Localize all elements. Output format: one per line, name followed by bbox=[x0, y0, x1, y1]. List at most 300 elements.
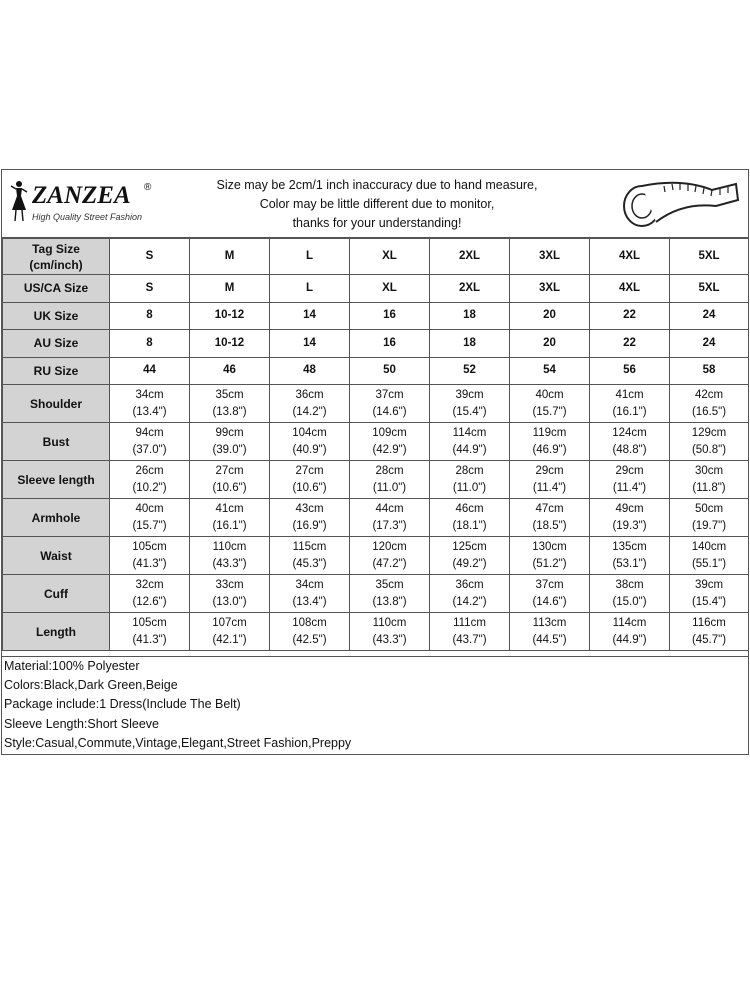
table-cell bbox=[110, 575, 190, 613]
table-cell-text: S bbox=[145, 281, 154, 294]
table-cell-text: (10.6") bbox=[292, 481, 327, 494]
table-cell-text: 43cm bbox=[295, 502, 324, 515]
row-label bbox=[3, 575, 110, 613]
brand-logo bbox=[6, 176, 156, 234]
table-cell-text: 16 bbox=[383, 309, 396, 322]
table-cell bbox=[510, 330, 590, 358]
row-label-text: Length bbox=[36, 624, 76, 639]
table-cell-text: 24 bbox=[702, 309, 716, 322]
table-cell bbox=[670, 275, 749, 303]
table-cell bbox=[110, 357, 190, 385]
detail-package: Package include:1 Dress(Include The Belt) bbox=[4, 697, 241, 712]
table-cell-text: 33cm bbox=[215, 578, 244, 591]
table-cell-text: 129cm bbox=[691, 426, 727, 439]
table-cell bbox=[270, 537, 350, 575]
table-cell bbox=[590, 275, 670, 303]
table-cell-text: (14.6") bbox=[372, 405, 407, 418]
table-cell-text: 49cm bbox=[615, 502, 644, 515]
table-cell bbox=[590, 537, 670, 575]
table-cell-text: (14.6") bbox=[532, 595, 567, 608]
table-cell-text: 2XL bbox=[458, 281, 481, 294]
table-cell bbox=[270, 575, 350, 613]
table-cell bbox=[350, 239, 430, 275]
table-cell-text: 38cm bbox=[615, 578, 644, 591]
row-label bbox=[3, 385, 110, 423]
table-cell bbox=[270, 423, 350, 461]
table-cell-text: (51.2") bbox=[532, 557, 567, 570]
table-cell bbox=[190, 275, 270, 303]
table-cell bbox=[510, 613, 590, 651]
table-cell bbox=[270, 385, 350, 423]
table-cell bbox=[430, 330, 510, 358]
table-cell-text: 4XL bbox=[618, 250, 641, 262]
table-cell-text: 30cm bbox=[694, 464, 724, 477]
table-cell-text: (16.5") bbox=[691, 405, 727, 418]
row-label-text: AU Size bbox=[33, 336, 79, 351]
table-cell bbox=[110, 385, 190, 423]
brand-tagline: High Quality Street Fashion bbox=[32, 212, 143, 222]
table-cell-text: (55.1") bbox=[691, 557, 727, 570]
table-cell bbox=[430, 357, 510, 385]
detail-colors: Colors:Black,Dark Green,Beige bbox=[4, 678, 178, 693]
row-label-text: (cm/inch) bbox=[29, 257, 83, 272]
table-cell-text: (43.7") bbox=[452, 633, 487, 646]
table-cell bbox=[510, 302, 590, 330]
row-label bbox=[3, 423, 110, 461]
table-cell-text: 105cm bbox=[132, 616, 167, 629]
table-cell-text: 3XL bbox=[538, 250, 561, 262]
table-cell bbox=[430, 537, 510, 575]
row-label bbox=[3, 499, 110, 537]
table-cell-text: 40cm bbox=[135, 502, 164, 515]
table-cell bbox=[510, 385, 590, 423]
table-cell-text: (18.1") bbox=[452, 519, 487, 532]
row-label-text: UK Size bbox=[33, 308, 79, 323]
table-row bbox=[3, 239, 749, 275]
table-cell-text: (14.2") bbox=[292, 405, 327, 418]
table-cell-text: 109cm bbox=[372, 426, 407, 439]
table-cell bbox=[110, 423, 190, 461]
table-row bbox=[3, 575, 749, 613]
row-label-text: Cuff bbox=[44, 586, 68, 601]
table-cell-text: (13.4") bbox=[132, 405, 167, 418]
table-cell bbox=[670, 499, 749, 537]
table-cell bbox=[350, 385, 430, 423]
table-cell-text: 4XL bbox=[618, 281, 641, 294]
table-cell-text: (39.0") bbox=[212, 443, 247, 456]
table-cell bbox=[270, 275, 350, 303]
table-cell-text: 105cm bbox=[132, 540, 167, 553]
table-cell-text: 20 bbox=[543, 309, 556, 322]
table-cell bbox=[110, 537, 190, 575]
table-row bbox=[3, 537, 749, 575]
table-cell bbox=[510, 499, 590, 537]
table-cell-text: 41cm bbox=[215, 502, 244, 515]
table-cell bbox=[190, 239, 270, 275]
table-cell bbox=[270, 239, 350, 275]
table-cell-text: (15.0") bbox=[612, 595, 647, 608]
table-cell bbox=[590, 302, 670, 330]
table-cell bbox=[110, 330, 190, 358]
table-cell-text: XL bbox=[382, 250, 397, 262]
table-cell bbox=[190, 575, 270, 613]
table-cell-text: 99cm bbox=[215, 426, 244, 439]
table-row bbox=[3, 275, 749, 303]
table-cell-text: 34cm bbox=[295, 578, 324, 591]
table-cell-text: (48.8") bbox=[612, 443, 647, 456]
size-chart-header bbox=[2, 170, 748, 238]
table-cell-text: 120cm bbox=[372, 540, 407, 553]
table-row bbox=[3, 302, 749, 330]
table-cell-text: 32cm bbox=[135, 578, 164, 591]
table-cell bbox=[670, 357, 749, 385]
table-cell bbox=[350, 499, 430, 537]
row-label-text: Armhole bbox=[31, 510, 81, 525]
table-cell bbox=[270, 499, 350, 537]
table-cell bbox=[350, 330, 430, 358]
table-cell bbox=[270, 461, 350, 499]
table-cell-text: 124cm bbox=[612, 426, 647, 439]
table-cell-text: 20 bbox=[543, 336, 556, 349]
table-row bbox=[3, 499, 749, 537]
table-cell-text: 35cm bbox=[215, 388, 244, 401]
row-label-text: Bust bbox=[42, 434, 70, 449]
table-row bbox=[3, 385, 749, 423]
table-cell bbox=[110, 461, 190, 499]
table-cell-text: (44.9") bbox=[452, 443, 487, 456]
table-cell-text: 104cm bbox=[292, 426, 327, 439]
table-cell-text: (16.9") bbox=[292, 519, 327, 532]
fashion-figure-icon bbox=[8, 180, 30, 222]
table-cell bbox=[590, 239, 670, 275]
table-cell bbox=[190, 385, 270, 423]
size-chart-sheet bbox=[1, 169, 749, 755]
table-cell-text: 36cm bbox=[295, 388, 324, 401]
table-cell bbox=[670, 385, 749, 423]
table-cell-text: (15.4") bbox=[691, 595, 727, 608]
table-cell bbox=[430, 423, 510, 461]
table-cell-text: 22 bbox=[623, 336, 636, 349]
table-cell-text: 56 bbox=[623, 364, 636, 377]
table-row bbox=[3, 423, 749, 461]
table-cell-text: 5XL bbox=[698, 250, 720, 262]
table-cell bbox=[670, 239, 749, 275]
table-cell-text: 34cm bbox=[135, 388, 164, 401]
measuring-tape-icon bbox=[612, 172, 742, 234]
table-cell-text: (14.2") bbox=[452, 595, 487, 608]
table-cell-text: S bbox=[145, 250, 154, 262]
table-cell bbox=[350, 302, 430, 330]
table-cell-text: (13.8") bbox=[372, 595, 407, 608]
table-cell bbox=[430, 461, 510, 499]
table-cell-text: 110cm bbox=[372, 616, 407, 629]
table-cell-text: (44.5") bbox=[532, 633, 567, 646]
table-cell bbox=[590, 385, 670, 423]
table-cell-text: 14 bbox=[303, 309, 316, 322]
table-cell bbox=[430, 613, 510, 651]
table-cell bbox=[590, 575, 670, 613]
table-cell-text: (13.4") bbox=[292, 595, 327, 608]
table-cell-text: (19.3") bbox=[612, 519, 647, 532]
table-cell bbox=[430, 499, 510, 537]
table-cell-text: (10.6") bbox=[212, 481, 247, 494]
table-cell-text: 140cm bbox=[691, 540, 727, 553]
table-cell-text: (13.8") bbox=[212, 405, 247, 418]
row-label bbox=[3, 239, 110, 275]
table-cell bbox=[510, 575, 590, 613]
table-cell bbox=[350, 357, 430, 385]
table-cell-text: 48 bbox=[303, 364, 316, 377]
table-cell bbox=[110, 613, 190, 651]
table-cell-text: 8 bbox=[146, 309, 153, 322]
table-cell-text: 24 bbox=[702, 336, 716, 349]
table-cell-text: (19.7") bbox=[691, 519, 727, 532]
table-cell-text: 28cm bbox=[375, 464, 404, 477]
table-cell bbox=[350, 537, 430, 575]
table-cell bbox=[510, 239, 590, 275]
table-cell-text: 135cm bbox=[612, 540, 647, 553]
row-label-text: Waist bbox=[40, 548, 72, 563]
row-label-text: RU Size bbox=[33, 363, 79, 378]
table-cell-text: (45.7") bbox=[691, 633, 727, 646]
table-cell-text: L bbox=[305, 281, 314, 294]
row-label-text: Tag Size bbox=[32, 241, 80, 256]
table-cell-text: 130cm bbox=[532, 540, 567, 553]
table-cell-text: (44.9") bbox=[612, 633, 647, 646]
table-cell-text: 14 bbox=[303, 336, 316, 349]
table-cell-text: 44cm bbox=[375, 502, 404, 515]
table-cell bbox=[590, 613, 670, 651]
table-cell bbox=[270, 357, 350, 385]
table-cell bbox=[190, 302, 270, 330]
table-cell-text: 18 bbox=[463, 309, 476, 322]
table-cell-text: (16.1") bbox=[212, 519, 247, 532]
table-cell bbox=[270, 330, 350, 358]
product-details bbox=[2, 656, 748, 753]
table-cell bbox=[590, 330, 670, 358]
table-cell-text: 114cm bbox=[612, 616, 647, 629]
table-cell bbox=[430, 575, 510, 613]
table-cell bbox=[190, 613, 270, 651]
table-cell-text: (18.5") bbox=[532, 519, 567, 532]
table-cell-text: 50cm bbox=[694, 502, 724, 515]
table-cell-text: 16 bbox=[383, 336, 396, 349]
row-label bbox=[3, 357, 110, 385]
row-label bbox=[3, 275, 110, 303]
table-cell bbox=[190, 461, 270, 499]
table-cell-text: (15.4") bbox=[452, 405, 487, 418]
table-cell bbox=[590, 499, 670, 537]
table-cell-text: (42.5") bbox=[292, 633, 327, 646]
table-cell-text: 116cm bbox=[692, 616, 726, 629]
table-cell-text: XL bbox=[382, 281, 397, 294]
table-cell-text: M bbox=[224, 250, 235, 262]
table-cell-text: M bbox=[224, 281, 235, 294]
table-cell bbox=[510, 537, 590, 575]
table-cell-text: (11.8") bbox=[692, 481, 726, 494]
row-label bbox=[3, 537, 110, 575]
table-cell bbox=[590, 423, 670, 461]
table-cell bbox=[430, 385, 510, 423]
row-label bbox=[3, 613, 110, 651]
table-cell-text: 10-12 bbox=[214, 309, 245, 322]
table-cell bbox=[110, 275, 190, 303]
table-row bbox=[3, 357, 749, 385]
table-cell-text: 40cm bbox=[535, 388, 564, 401]
table-cell-text: (43.3") bbox=[212, 557, 247, 570]
table-cell-text: 113cm bbox=[532, 616, 567, 629]
table-cell bbox=[670, 613, 749, 651]
table-row bbox=[3, 613, 749, 651]
table-cell bbox=[190, 423, 270, 461]
row-label-text: Shoulder bbox=[29, 396, 82, 411]
table-cell bbox=[670, 461, 749, 499]
brand-name: ZANZEA bbox=[32, 182, 131, 209]
table-cell-text: 27cm bbox=[215, 464, 244, 477]
table-cell-text: 46 bbox=[223, 364, 236, 377]
table-cell-text: (11.4") bbox=[612, 481, 647, 494]
table-cell bbox=[110, 302, 190, 330]
measurement-notice bbox=[177, 176, 577, 233]
table-cell-text: 36cm bbox=[455, 578, 484, 591]
table-cell-text: (41.3") bbox=[132, 557, 167, 570]
table-cell bbox=[190, 357, 270, 385]
table-cell-text: (53.1") bbox=[612, 557, 647, 570]
table-cell-text: 37cm bbox=[535, 578, 564, 591]
table-cell-text: 37cm bbox=[375, 388, 404, 401]
detail-material: Material:100% Polyester bbox=[4, 659, 140, 673]
table-cell bbox=[670, 423, 749, 461]
table-cell-text: 119cm bbox=[532, 426, 567, 439]
table-cell-text: (16.1") bbox=[612, 405, 647, 418]
table-cell bbox=[110, 499, 190, 537]
table-cell-text: (43.3") bbox=[372, 633, 407, 646]
table-cell-text: (15.7") bbox=[132, 519, 167, 532]
notice-line: Size may be 2cm/1 inch inaccuracy due to hand measure, bbox=[216, 178, 538, 192]
table-cell-text: 29cm bbox=[615, 464, 644, 477]
table-cell-text: (40.9") bbox=[292, 443, 327, 456]
table-cell-text: (11.0") bbox=[372, 481, 407, 494]
row-label bbox=[3, 302, 110, 330]
table-cell-text: 46cm bbox=[455, 502, 484, 515]
table-cell bbox=[270, 302, 350, 330]
table-cell-text: 39cm bbox=[455, 388, 484, 401]
table-cell-text: 94cm bbox=[135, 426, 164, 439]
table-cell-text: 27cm bbox=[295, 464, 324, 477]
table-cell-text: 29cm bbox=[535, 464, 564, 477]
table-cell-text: (11.4") bbox=[532, 481, 567, 494]
table-cell-text: (49.2") bbox=[452, 557, 487, 570]
detail-style: Style:Casual,Commute,Vintage,Elegant,Street Fashion,Preppy bbox=[4, 735, 352, 750]
table-cell bbox=[430, 275, 510, 303]
row-label-text: Sleeve length bbox=[17, 472, 95, 487]
table-cell bbox=[510, 461, 590, 499]
table-cell-text: 8 bbox=[146, 336, 153, 349]
table-cell bbox=[430, 302, 510, 330]
row-label bbox=[3, 461, 110, 499]
table-cell-text: (42.1") bbox=[212, 633, 247, 646]
table-cell-text: (47.2") bbox=[372, 557, 407, 570]
table-cell-text: (42.9") bbox=[372, 443, 407, 456]
table-cell bbox=[350, 423, 430, 461]
notice-line: thanks for your understanding! bbox=[292, 216, 462, 230]
table-cell bbox=[510, 423, 590, 461]
table-cell bbox=[190, 537, 270, 575]
table-cell-text: (50.8") bbox=[691, 443, 727, 456]
table-cell bbox=[510, 275, 590, 303]
table-cell-text: 42cm bbox=[694, 388, 724, 401]
table-cell bbox=[190, 499, 270, 537]
table-cell bbox=[670, 575, 749, 613]
notice-line: Color may be little different due to monitor, bbox=[259, 197, 495, 211]
table-cell bbox=[350, 275, 430, 303]
table-cell-text: (17.3") bbox=[372, 519, 407, 532]
table-cell-text: 22 bbox=[623, 309, 636, 322]
table-cell-text: 44 bbox=[143, 364, 156, 377]
table-cell-text: 52 bbox=[463, 364, 476, 377]
table-cell bbox=[270, 613, 350, 651]
table-cell bbox=[590, 357, 670, 385]
size-table bbox=[2, 238, 749, 651]
table-cell-text: 2XL bbox=[458, 250, 481, 262]
table-cell-text: 107cm bbox=[212, 616, 247, 629]
table-cell bbox=[110, 239, 190, 275]
table-cell-text: 111cm bbox=[453, 616, 486, 629]
table-cell-text: (41.3") bbox=[132, 633, 167, 646]
table-row bbox=[3, 330, 749, 358]
row-label-text: US/CA Size bbox=[23, 281, 89, 296]
table-cell-text: (37.0") bbox=[132, 443, 167, 456]
table-cell-text: 10-12 bbox=[214, 336, 245, 349]
registered-mark: ® bbox=[144, 182, 152, 193]
table-cell bbox=[670, 330, 749, 358]
table-cell-text: 58 bbox=[702, 364, 716, 377]
table-cell bbox=[350, 613, 430, 651]
table-cell bbox=[670, 537, 749, 575]
table-cell-text: L bbox=[305, 250, 314, 262]
table-cell-text: 41cm bbox=[615, 388, 644, 401]
table-cell-text: 110cm bbox=[212, 540, 247, 553]
detail-sleeve: Sleeve Length:Short Sleeve bbox=[4, 716, 159, 731]
table-cell-text: 114cm bbox=[452, 426, 487, 439]
table-cell-text: 18 bbox=[463, 336, 476, 349]
table-row bbox=[3, 461, 749, 499]
table-cell bbox=[430, 239, 510, 275]
table-cell bbox=[190, 330, 270, 358]
table-cell-text: (10.2") bbox=[132, 481, 167, 494]
table-cell bbox=[510, 357, 590, 385]
table-cell-text: 54 bbox=[543, 364, 556, 377]
table-cell bbox=[350, 461, 430, 499]
table-cell-text: (12.6") bbox=[132, 595, 167, 608]
table-cell-text: 39cm bbox=[694, 578, 724, 591]
table-cell-text: 125cm bbox=[452, 540, 487, 553]
table-cell-text: (45.3") bbox=[292, 557, 327, 570]
row-label bbox=[3, 330, 110, 358]
table-cell bbox=[590, 461, 670, 499]
table-cell-text: 28cm bbox=[455, 464, 484, 477]
table-cell-text: 47cm bbox=[535, 502, 564, 515]
table-cell-text: (46.9") bbox=[532, 443, 567, 456]
table-cell-text: 115cm bbox=[292, 540, 327, 553]
table-cell-text: (13.0") bbox=[212, 595, 247, 608]
table-cell bbox=[670, 302, 749, 330]
table-cell-text: 108cm bbox=[292, 616, 327, 629]
table-cell-text: 50 bbox=[383, 364, 396, 377]
table-cell-text: 3XL bbox=[538, 281, 561, 294]
table-cell-text: (15.7") bbox=[532, 405, 567, 418]
table-cell-text: 26cm bbox=[135, 464, 164, 477]
